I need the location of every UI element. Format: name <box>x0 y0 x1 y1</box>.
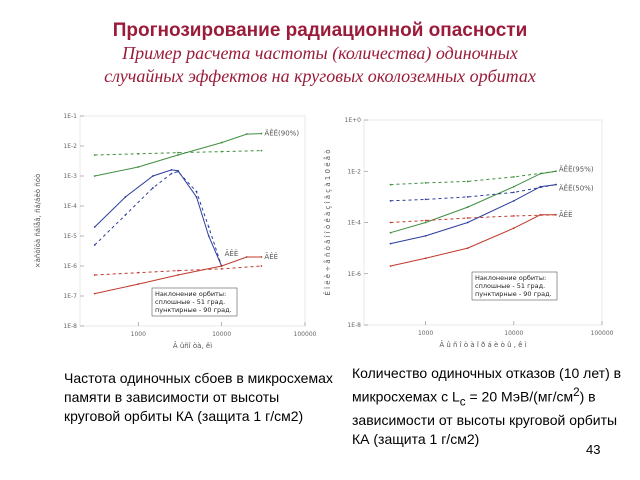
data-point <box>177 274 179 276</box>
data-point <box>261 133 263 135</box>
data-point <box>137 166 139 168</box>
y-tick-label: 1E-3 <box>63 173 77 180</box>
data-point <box>390 243 392 245</box>
data-point <box>94 226 96 228</box>
series-label: ÄÊË(95%) <box>558 165 594 174</box>
data-point <box>137 283 139 285</box>
data-point <box>221 151 223 153</box>
x-tick-label: 10000 <box>504 330 524 337</box>
series-line-4 <box>391 215 556 266</box>
slide-subtitle-line2: случайных эффектов на круговых околоземных орбитах <box>104 66 536 86</box>
data-point <box>221 142 223 144</box>
series-line-3 <box>391 185 556 201</box>
chart-failure-count <box>322 112 612 362</box>
data-point <box>467 181 469 183</box>
y-tick-label: 1E-6 <box>347 270 361 278</box>
data-point <box>196 196 198 198</box>
caption-right-subscript: c <box>459 395 466 409</box>
series-label: ÃÊË <box>224 250 239 258</box>
data-point <box>137 272 139 274</box>
data-point <box>390 222 392 224</box>
legend-text: пунктирные - 90 град. <box>155 306 232 314</box>
caption-right-text-3: ) в зависимости от высоты круговой орбиты КА (защита 1 г/см2) <box>352 388 618 448</box>
data-point <box>152 187 154 189</box>
y-tick-label: 1E-4 <box>63 203 77 210</box>
data-point <box>246 133 248 135</box>
series-label: ÄÊË(90%) <box>264 129 300 138</box>
data-point <box>171 169 173 171</box>
y-tick-label: 1E-8 <box>347 322 361 329</box>
y-tick-label: 1E-6 <box>63 263 77 270</box>
data-point <box>208 226 210 228</box>
series-line-5 <box>391 215 556 223</box>
data-point <box>513 191 515 193</box>
data-point <box>221 265 223 267</box>
x-tick-label: 10000 <box>212 331 232 338</box>
data-point <box>425 182 427 184</box>
legend-text: Наклонение орбиты: <box>155 290 227 298</box>
data-point <box>467 247 469 249</box>
caption-right <box>352 364 632 449</box>
data-point <box>467 206 469 208</box>
data-point <box>94 293 96 295</box>
data-point <box>208 235 210 237</box>
data-point <box>124 196 126 198</box>
legend-text: сплошные - 51 град. <box>155 298 226 306</box>
data-point <box>94 154 96 156</box>
data-point <box>261 150 263 152</box>
data-point <box>390 232 392 234</box>
y-tick-label: 1E-2 <box>63 143 77 150</box>
page-number: 43 <box>586 442 601 457</box>
caption-right-superscript: 2 <box>573 386 580 399</box>
chart-failure-frequency <box>30 108 315 363</box>
series-label: ÄÊË(50%) <box>558 184 594 193</box>
y-tick-label: 1E-4 <box>347 219 361 227</box>
series-line-2 <box>95 170 222 266</box>
data-point <box>152 175 154 177</box>
data-point <box>196 191 198 193</box>
data-point <box>513 186 515 188</box>
data-point <box>177 171 179 173</box>
series-label: ÃÊË <box>264 252 279 261</box>
data-point <box>425 222 427 224</box>
series-line-2 <box>391 185 556 244</box>
data-point <box>390 265 392 267</box>
data-point <box>513 176 515 178</box>
y-tick-label: 1E-2 <box>347 168 361 176</box>
y-tick-label: 1E-1 <box>63 113 77 120</box>
y-tick-label: 1E+0 <box>344 117 361 124</box>
data-point <box>467 196 469 198</box>
slide-subtitle-line1: Пример расчета частоты (количества) одиночных <box>122 43 518 63</box>
y-tick-label: 1E-8 <box>63 323 77 330</box>
data-point <box>177 154 179 156</box>
data-point <box>177 152 179 154</box>
data-point <box>513 227 515 229</box>
data-point <box>171 173 173 175</box>
legend-text: пунктирные - 90 град. <box>475 290 552 298</box>
x-tick-label: 100000 <box>590 330 614 337</box>
caption-right-text-2: = 20 МэВ/(мг/см <box>465 388 574 405</box>
data-point <box>246 256 248 258</box>
y-tick-label: 1E-5 <box>63 233 77 240</box>
data-point <box>124 214 126 216</box>
caption-left: Частота одиночных сбоев в микросхемах памяти в зависимости от высоты круговой орбиты КА (защита 1 г/см2) <box>64 370 333 424</box>
series-label: ÃÊË <box>558 210 573 219</box>
series-line-0 <box>391 171 556 232</box>
data-point <box>177 270 179 272</box>
data-point <box>94 274 96 276</box>
slide-title: Прогнозирование радиационной опасности <box>112 20 528 41</box>
data-point <box>555 170 557 172</box>
data-point <box>555 184 557 186</box>
series-line-3 <box>95 172 222 266</box>
data-point <box>425 220 427 222</box>
data-point <box>261 256 263 258</box>
legend-text: сплошные - 51 град. <box>475 282 546 290</box>
x-tick-label: 1000 <box>130 331 146 338</box>
data-point <box>425 198 427 200</box>
data-point <box>467 217 469 219</box>
y-axis-label: ×àñòîòà ñáîåâ, ñá/áèò ñóò <box>34 173 42 269</box>
data-point <box>513 200 515 202</box>
data-point <box>513 215 515 217</box>
data-point <box>467 222 469 224</box>
x-tick-label: 100000 <box>293 331 317 338</box>
x-tick-label: 1000 <box>417 330 434 337</box>
y-axis-label: Ê î ë è ÷ å ñ ò â î î ò ê à ç î â ç à 1 0 ë å ò <box>324 149 332 296</box>
data-point <box>390 184 392 186</box>
data-point <box>137 153 139 155</box>
caption-right-text-1: Количество одиночных отказов (10 лет) в микросхемах с L <box>352 365 622 405</box>
x-axis-label: Â û ñ î ò à î ð á è ò û , ê ì <box>439 341 527 349</box>
data-point <box>425 257 427 259</box>
x-axis-label: Â ûñî òà, êì <box>172 342 213 350</box>
data-point <box>261 265 263 267</box>
y-tick-label: 1E-7 <box>63 293 77 300</box>
data-point <box>94 175 96 177</box>
data-point <box>94 244 96 246</box>
legend-text: Наклонение орбиты: <box>475 274 547 282</box>
data-point <box>425 235 427 237</box>
data-point <box>390 200 392 202</box>
data-point <box>555 214 557 216</box>
data-point <box>221 268 223 270</box>
